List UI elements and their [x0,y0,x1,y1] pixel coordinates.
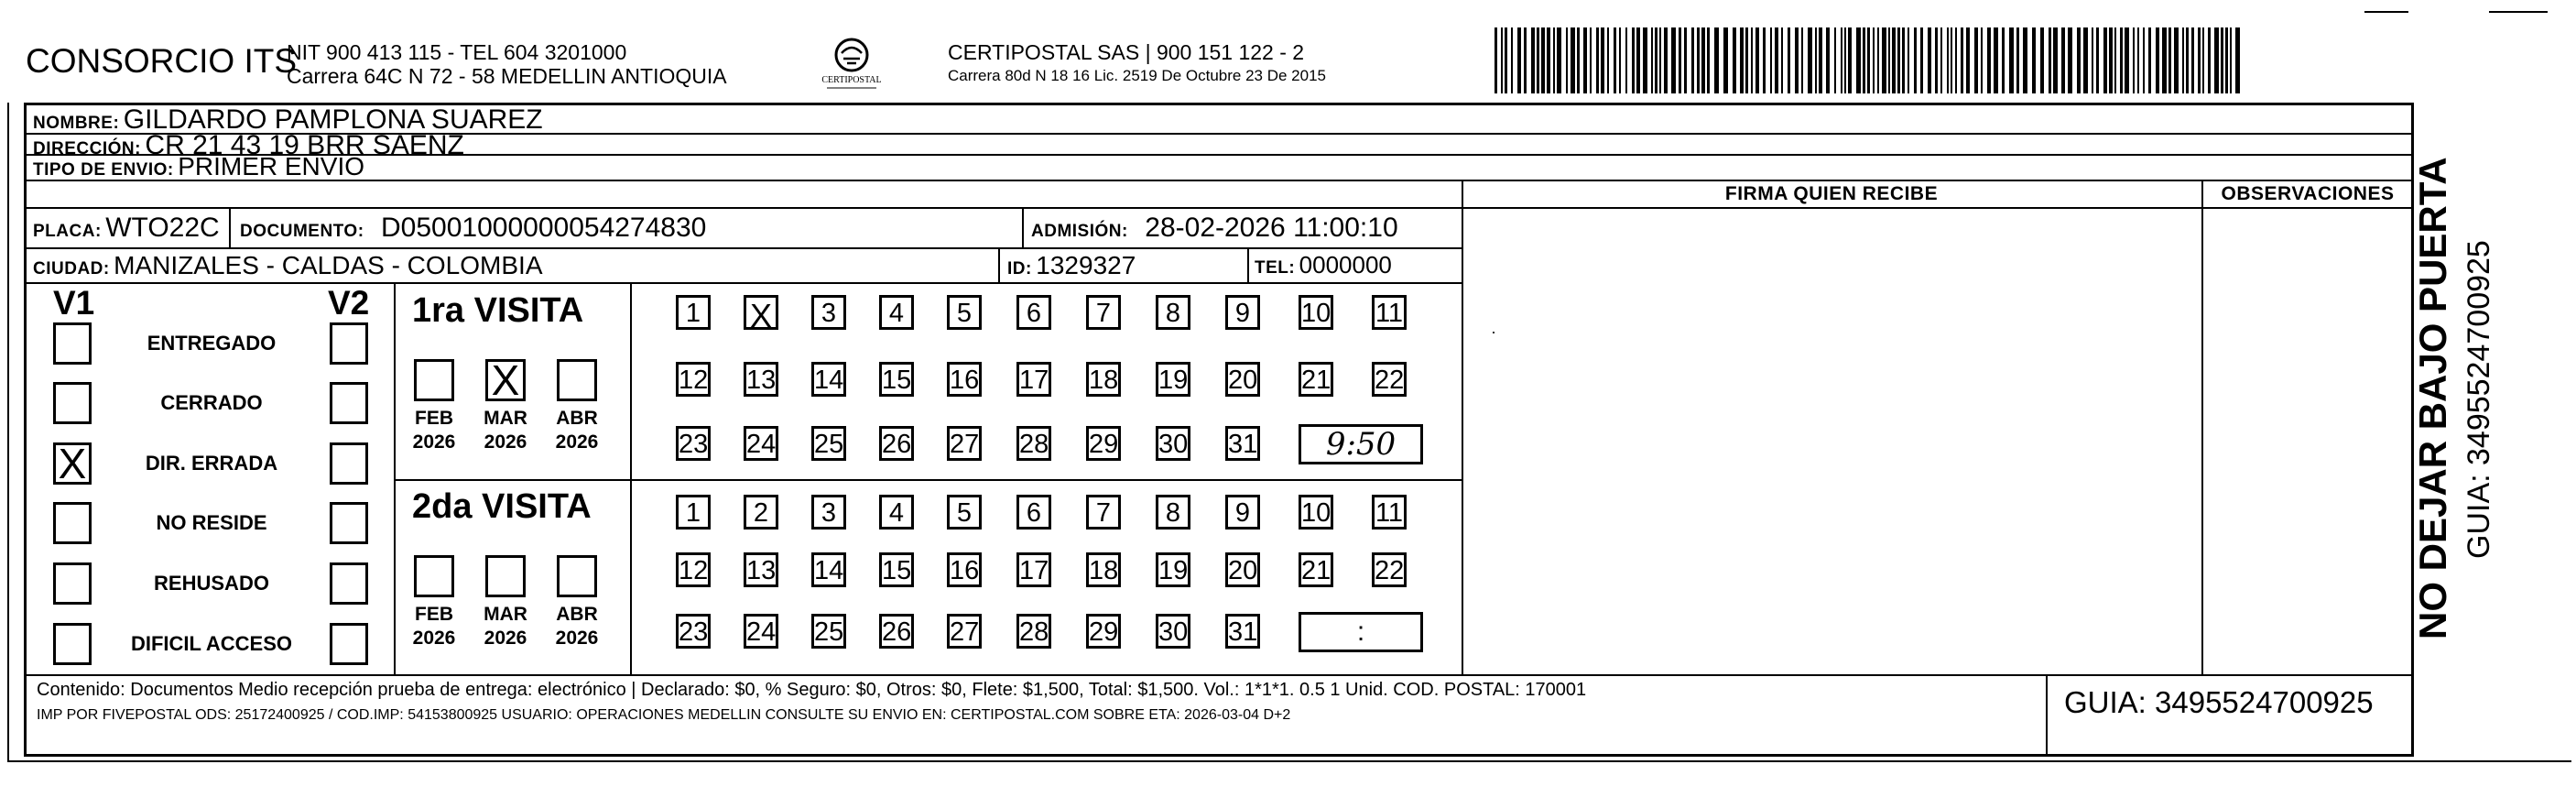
barcode-bar [2235,27,2240,93]
barcode-bar [2137,27,2139,93]
barcode-bar [1920,27,1923,93]
barcode-bar [1863,27,1865,93]
tel-value: 0000000 [1299,251,1392,278]
barcode-bar [1740,27,1744,93]
signature-speck: · [1491,322,1496,341]
barcode-bar [2208,27,2211,93]
col-divider [229,207,231,247]
observaciones-label: OBSERVACIONES [2221,183,2395,204]
barcode-bar [1643,27,1647,93]
barcode-bar [2114,27,2116,93]
day-box[interactable]: 4 [879,295,914,330]
barcode-bar [2168,27,2171,93]
company-address: Carrera 64C N 72 - 58 MEDELLIN ANTIOQUIA [287,64,727,88]
barcode-bar [1701,27,1705,93]
day-box[interactable]: 7 [1086,295,1121,330]
barcode-bar [2198,27,2201,93]
day-box[interactable]: X [744,295,778,330]
id-label: ID: [1007,259,1032,278]
barcode-bar [1571,27,1575,93]
day-box[interactable]: 16 [947,552,982,587]
barcode-bar [1808,27,1812,93]
left-margin-line [7,103,9,762]
barcode-bar [2214,27,2219,93]
second-visit-title: 2da VISITA [412,487,592,526]
tel-label: TEL: [1255,258,1296,278]
day-box[interactable]: 5 [947,495,982,530]
month-name: ABR [556,408,598,429]
id-row [1007,251,1136,280]
barcode-bar [2230,27,2232,93]
col-divider [630,282,632,674]
admision-row [1031,213,1398,244]
barcode-bar [1775,27,1778,93]
barcode-bar [1877,27,1879,93]
barcode-bar [1495,27,1497,93]
barcode-bar [1873,27,1875,93]
barcode-bar [1679,27,1681,93]
tel-row [1255,251,1392,279]
documento-label: DOCUMENTO: [240,222,364,241]
day-box[interactable]: 4 [879,495,914,530]
day-box[interactable]: 31 [1225,426,1260,461]
reason-label: ENTREGADO [147,332,277,355]
month-year: 2026 [412,431,456,453]
reason-label: DIFICIL ACCESO [130,632,292,655]
day-box[interactable]: 24 [744,614,778,649]
day-box[interactable]: 23 [676,614,711,649]
barcode-bar [1987,27,1991,93]
month-checkbox[interactable] [557,555,597,597]
day-box[interactable]: 22 [1372,552,1407,587]
direccion-label: DIRECCIÓN: [33,139,141,158]
day-box[interactable]: 21 [1299,362,1333,397]
firma-label: FIRMA QUIEN RECIBE [1724,183,1939,204]
barcode-bar [2225,27,2228,93]
v2-label: V2 [328,284,370,322]
barcode-bar [1770,27,1772,93]
day-box[interactable]: 28 [1016,426,1051,461]
barcode-bar [2077,27,2081,93]
month-label [548,603,606,650]
placa-row [33,213,220,244]
day-box[interactable]: 26 [879,426,914,461]
barcode-bar [1691,27,1694,93]
day-box[interactable]: 6 [1016,295,1051,330]
barcode-bar [1619,27,1621,93]
day-box[interactable]: 19 [1156,552,1190,587]
v1-checkbox[interactable] [53,502,92,544]
row-divider [24,180,2414,181]
barcode-bar [1844,27,1846,93]
day-box[interactable]: 10 [1299,295,1333,330]
v2-checkbox[interactable] [330,382,368,424]
barcode-bar [1723,27,1728,93]
barcode-bar [1841,27,1842,93]
barcode-bar [1501,27,1503,93]
month-year: 2026 [555,431,599,453]
day-box[interactable]: 18 [1086,362,1121,397]
barcode-bar [1788,27,1790,93]
day-box[interactable]: 27 [947,614,982,649]
ciudad-row [33,251,543,280]
v2-checkbox[interactable] [330,502,368,544]
barcode-bar [1856,27,1861,93]
footer-guia-divider [2046,674,2048,757]
corner-dash [2489,11,2548,13]
row-divider [24,282,1462,284]
barcode-bar [1902,27,1905,93]
barcode-bar [1781,27,1783,93]
barcode-bar [1951,27,1952,93]
direccion-value: CR 21 43 19 BRR SAENZ [145,130,464,160]
row-divider [24,247,1462,249]
day-box[interactable]: 14 [811,362,846,397]
day-box[interactable]: 15 [879,552,914,587]
barcode-bar [1882,27,1886,93]
v1-checkbox[interactable] [53,382,92,424]
barcode-bar [1714,27,1719,93]
v2-checkbox[interactable] [330,442,368,485]
barcode-bar [1826,27,1830,93]
day-box[interactable]: 29 [1086,426,1121,461]
month-checkbox[interactable] [485,555,526,597]
month-label [476,603,535,650]
barcode-bar [1897,27,1900,93]
barcode-bar [1755,27,1759,93]
barcode-bar [1763,27,1766,93]
tipo-row [33,152,365,182]
placa-label: PLACA: [33,222,102,241]
barcode-bar [1625,27,1627,93]
day-box[interactable]: 23 [676,426,711,461]
barcode-bar [2133,27,2135,93]
admision-value: 28-02-2026 11:00:10 [1145,213,1398,243]
day-box[interactable]: 19 [1156,362,1190,397]
time-box[interactable]: : [1299,612,1423,652]
barcode-bar [1614,27,1616,93]
day-box[interactable]: 30 [1156,426,1190,461]
corner-dash [2364,11,2408,13]
col-divider [998,247,1000,282]
reason-label: REHUSADO [154,572,269,595]
carrier-address: Carrera 80d N 18 16 Lic. 2519 De Octubre 23 De 2015 [948,67,1326,84]
first-visit-title: 1ra VISITA [412,291,584,330]
barcode-bar [1745,27,1748,93]
day-box[interactable]: 28 [1016,614,1051,649]
day-box[interactable]: 21 [1299,552,1333,587]
month-name: FEB [415,408,453,429]
id-value: 1329327 [1036,251,1136,279]
barcode-bar [1815,27,1817,93]
v2-checkbox[interactable] [330,322,368,365]
barcode-bar [2182,27,2184,93]
barcode-bar [2049,27,2051,93]
barcode-bar [2002,27,2005,93]
footer-divider [24,674,2414,676]
visit-divider [394,479,1462,481]
barcode-bar [1537,27,1539,93]
barcode-bar [2040,27,2044,93]
barcode-bar [2143,27,2145,93]
tipo-value: PRIMER ENVIO [178,152,365,180]
barcode-bar [2191,27,2194,93]
barcode-bar [2202,27,2204,93]
month-checkbox[interactable] [414,555,454,597]
barcode-bar [1651,27,1653,93]
day-box[interactable]: 11 [1372,495,1407,530]
day-box[interactable]: 29 [1086,614,1121,649]
barcode-bar [2096,27,2099,93]
barcode-bar [2162,27,2167,93]
barcode-bar [1974,27,1978,93]
barcode-bar [2221,27,2223,93]
barcode-bar [1892,27,1896,93]
barcode-bar [1547,27,1550,93]
barcode-bar [1636,27,1640,93]
admision-label: ADMISIÓN: [1031,222,1128,241]
col-divider [1247,247,1249,282]
barcode-bar [2125,27,2129,93]
month-checkbox[interactable] [557,359,597,401]
barcode-bar [1664,27,1668,93]
barcode-bar [2061,27,2065,93]
day-box[interactable]: 5 [947,295,982,330]
carrier-name: CERTIPOSTAL SAS | 900 151 122 - 2 [948,40,1305,64]
no-dejar-warning: NO DEJAR BAJO PUERTA [2411,157,2454,639]
day-box[interactable]: 10 [1299,495,1333,530]
barcode-bar [1577,27,1580,93]
barcode-bar [1697,27,1700,93]
barcode-bar [1966,27,1970,93]
barcode-bar [1511,27,1513,93]
barcode-bar [2109,27,2113,93]
day-box[interactable]: 15 [879,362,914,397]
day-box[interactable]: 14 [811,552,846,587]
barcode-bar [1888,27,1890,93]
nombre-label: NOMBRE: [33,114,120,133]
day-box[interactable]: 20 [1225,362,1260,397]
row-divider [24,207,2414,209]
barcode-bar [1505,27,1507,93]
barcode-bar [1553,27,1555,93]
v1-checkbox[interactable] [53,623,92,665]
barcode [1495,27,2245,93]
barcode-bar [1583,27,1587,93]
tipo-label: TIPO DE ENVIO: [33,160,174,180]
month-label [405,603,463,650]
v1-checkbox[interactable] [53,322,92,365]
certipostal-logo [810,35,893,95]
barcode-bar [1607,27,1609,93]
day-box[interactable]: 8 [1156,495,1190,530]
barcode-bar [1867,27,1870,93]
barcode-bar [1914,27,1917,93]
barcode-bar [2174,27,2179,93]
col-divider [394,282,396,674]
barcode-bar [1733,27,1736,93]
barcode-bar [2016,27,2019,93]
day-box[interactable]: 22 [1372,362,1407,397]
col-divider [2201,180,2203,674]
barcode-bar [1801,27,1803,93]
month-year: 2026 [555,628,599,649]
barcode-bar [1655,27,1658,93]
day-box[interactable]: 13 [744,362,778,397]
barcode-bar [1955,27,1957,93]
barcode-bar [2009,27,2014,93]
barcode-bar [1671,27,1676,93]
day-box[interactable]: 8 [1156,295,1190,330]
day-box[interactable]: 24 [744,426,778,461]
day-box[interactable]: 30 [1156,614,1190,649]
barcode-bar [1994,27,1998,93]
day-box[interactable]: 9 [1225,495,1260,530]
footer-guia: GUIA: 3495524700925 [2064,685,2374,719]
barcode-bar [1659,27,1661,93]
reason-label: CERRADO [160,391,263,414]
barcode-bar [1596,27,1599,93]
barcode-bar [1566,27,1568,93]
col-divider [1462,180,1463,674]
day-box[interactable]: 16 [947,362,982,397]
barcode-bar [1557,27,1561,93]
day-box[interactable]: 12 [676,362,711,397]
barcode-bar [1684,27,1687,93]
v1-checkbox[interactable]: X [53,442,92,485]
day-box[interactable]: 9 [1225,295,1260,330]
barcode-bar [1981,27,1983,93]
month-label [476,407,535,454]
side-guia: GUIA: 3495524700925 [2462,240,2496,559]
barcode-bar [1601,27,1604,93]
barcode-bar [1590,27,1592,93]
barcode-bar [1524,27,1527,93]
barcode-bar [2120,27,2123,93]
day-box[interactable]: 27 [947,426,982,461]
barcode-bar [1928,27,1931,93]
day-box[interactable]: 17 [1016,362,1051,397]
barcode-bar [2023,27,2027,93]
ciudad-value: MANIZALES - CALDAS - COLOMBIA [114,251,543,279]
col-divider [1022,207,1024,247]
barcode-bar [2068,27,2072,93]
day-box[interactable]: 3 [811,295,846,330]
bottom-margin-line [7,760,2571,762]
month-checkbox[interactable]: X [485,359,526,401]
barcode-bar [1531,27,1535,93]
barcode-bar [2032,27,2036,93]
barcode-bar [2083,27,2088,93]
barcode-bar [2092,27,2093,93]
barcode-bar [2156,27,2159,93]
day-box[interactable]: 3 [811,495,846,530]
documento-value: D05001000000054274830 [381,213,707,243]
footer-content: Contenido: Documentos Medio recepción prueba de entrega: electrónico | Declarado: $0, % Seguro: $0, Otros: $0, Flete: $1,500, Total: $1,500. Vol.: 1*1*1. 0.5 1 Unid. COD. POSTAL: 170001 [37,680,1587,700]
barcode-bar [1947,27,1949,93]
month-label [548,407,606,454]
reason-label: DIR. ERRADA [145,452,278,475]
barcode-bar [1961,27,1963,93]
month-name: MAR [484,408,527,429]
v1-label: V1 [53,284,95,322]
logo-text: CERTIPOSTAL [821,75,882,85]
day-box[interactable]: 25 [811,614,846,649]
day-box[interactable]: 20 [1225,552,1260,587]
day-box[interactable]: 17 [1016,552,1051,587]
barcode-bar [1935,27,1938,93]
barcode-bar [2053,27,2058,93]
barcode-bar [1517,27,1521,93]
month-name: FEB [415,604,453,625]
placa-value: WTO22C [105,213,220,243]
day-box[interactable]: 1 [676,295,711,330]
day-box[interactable]: 12 [676,552,711,587]
company-nit-tel: NIT 900 413 115 - TEL 604 3201000 [287,40,627,64]
barcode-bar [1848,27,1852,93]
barcode-bar [1632,27,1635,93]
nombre-value: GILDARDO PAMPLONA SUAREZ [123,104,543,135]
month-year: 2026 [484,431,527,453]
barcode-bar [2148,27,2151,93]
barcode-bar [1707,27,1710,93]
v1-checkbox[interactable] [53,562,92,605]
barcode-bar [1541,27,1545,93]
month-year: 2026 [412,628,456,649]
month-checkbox[interactable] [414,359,454,401]
v2-checkbox[interactable] [330,623,368,665]
barcode-bar [1940,27,1942,93]
day-box[interactable]: 31 [1225,614,1260,649]
month-name: MAR [484,604,527,625]
day-box[interactable]: 25 [811,426,846,461]
company-name: CONSORCIO ITS [26,42,298,80]
month-label [405,407,463,454]
ciudad-label: CIUDAD: [33,259,110,278]
day-box[interactable]: 11 [1372,295,1407,330]
day-box[interactable]: 6 [1016,495,1051,530]
v2-checkbox[interactable] [330,562,368,605]
month-year: 2026 [484,628,527,649]
barcode-bar [2103,27,2107,93]
footer-imp: IMP POR FIVEPOSTAL ODS: 25172400925 / COD.IMP: 54153800925 USUARIO: OPERACIONES MEDELLIN CONSULTE SU ENVIO EN: CERTIPOSTAL.COM SOBRE ETA: 2026-03-04 D+2 [37,707,1291,723]
barcode-bar [1795,27,1799,93]
day-box[interactable]: 13 [744,552,778,587]
day-box[interactable]: 1 [676,495,711,530]
month-name: ABR [556,604,598,625]
day-box[interactable]: 18 [1086,552,1121,587]
barcode-bar [2186,27,2189,93]
barcode-bar [1908,27,1909,93]
documento-row [240,213,706,244]
reason-label: NO RESIDE [156,511,267,534]
time-box[interactable]: 9:50 [1299,424,1423,464]
day-box[interactable]: 26 [879,614,914,649]
day-box[interactable]: 2 [744,495,778,530]
barcode-bar [1751,27,1753,93]
day-box[interactable]: 7 [1086,495,1121,530]
barcode-bar [1834,27,1836,93]
barcode-bar [1819,27,1822,93]
